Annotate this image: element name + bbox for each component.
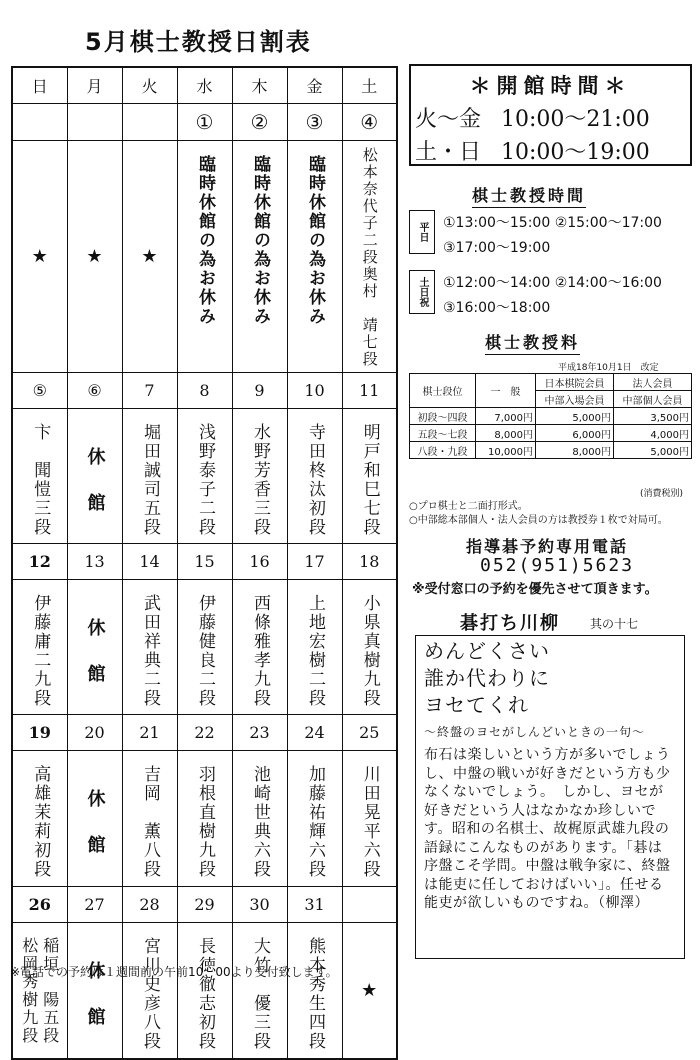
date-cell: 31 — [287, 886, 342, 922]
weekday-tue: 火 — [122, 67, 177, 103]
phone-number: 052(951)5623 — [480, 555, 635, 576]
star-mark: ★ — [67, 140, 122, 372]
date-cell: 17 — [287, 543, 342, 579]
date-cell: 19 — [12, 714, 67, 750]
date-cell: 18 — [342, 543, 397, 579]
fees-row — [410, 408, 692, 425]
senryu-title: 碁打ち川柳 — [460, 613, 560, 634]
closure-cell: 臨時休館の為お休み — [287, 140, 342, 372]
fee-member: 8,000円 — [536, 442, 614, 459]
teaching-time-title: 棋士教授時間 — [472, 183, 586, 206]
phone-note: ※受付窓口の予約を優先させて頂きます。 — [412, 582, 658, 597]
opening-hours-weekday — [415, 102, 690, 133]
date-cell: 7 — [122, 372, 177, 408]
week4-date-row — [12, 714, 397, 750]
weekday-sat: 土 — [342, 67, 397, 103]
teacher-cell: 武田祥典二段 — [122, 579, 177, 714]
teacher-cell: 卞 聞愷三段 — [12, 408, 67, 543]
poem-line-2: 誰か代わりに — [424, 666, 550, 690]
date-cell: 13 — [67, 543, 122, 579]
fees-table — [409, 373, 692, 459]
date-cell: 20 — [67, 714, 122, 750]
teacher-cell: 大竹 優三段 — [232, 922, 287, 1059]
weekday-label: 平日 — [409, 210, 435, 254]
header-nihon: 日本棋院会員 — [536, 374, 614, 391]
fees-title: 棋士教授料 — [485, 330, 580, 353]
fee-corp: 5,000円 — [614, 442, 692, 459]
week3-date-row — [12, 543, 397, 579]
senryu-subtitle: 其の十七 — [590, 617, 639, 631]
weekday-slots-line2: ③17:00～19:00 — [443, 240, 551, 256]
teacher-cell: 熊本秀生四段 — [287, 922, 342, 1059]
fee-rank: 八段・九段 — [410, 442, 476, 459]
fees-header-row — [410, 374, 692, 391]
fees-note-2: ○中部総本部個人・法人会員の方は教授券１枚で対局可。 — [409, 515, 668, 526]
date-cell — [342, 886, 397, 922]
poem-line-1: めんどくさい — [424, 639, 550, 663]
teacher-cell: 伊藤庸二九段 — [12, 579, 67, 714]
week3-teacher-row — [12, 579, 397, 714]
schedule-calendar — [11, 66, 398, 1060]
fee-corp: 3,500円 — [614, 408, 692, 425]
header-nihon-sub: 中部入場会員 — [536, 391, 614, 408]
header-corp-sub: 中部個人会員 — [614, 391, 692, 408]
teacher-cell: 明戸和巳七段 — [342, 408, 397, 543]
date-cell: 16 — [232, 543, 287, 579]
teacher-cell: 加藤祐輝六段 — [287, 750, 342, 886]
hours-time: 10:00～21:00 — [501, 107, 650, 132]
teacher-cell: 羽根直樹九段 — [177, 750, 232, 886]
teacher-cell: 池崎世典六段 — [232, 750, 287, 886]
opening-hours-weekend — [415, 135, 690, 166]
closed-cell: 休館 — [67, 579, 122, 714]
closed-cell: 休館 — [67, 750, 122, 886]
opening-hours-title: ＊開館時間＊ — [469, 74, 632, 98]
fees-note-1: ○プロ棋士と二面打形式。 — [409, 501, 528, 512]
poem-line-3: ヨセてくれ — [424, 693, 529, 717]
fee-rank: 初段～四段 — [410, 408, 476, 425]
weekday-sun: 日 — [12, 67, 67, 103]
week1-teacher-row — [12, 140, 397, 372]
date-cell: 26 — [12, 886, 67, 922]
date-cell: ⑤ — [12, 372, 67, 408]
closed-cell: 休館 — [67, 922, 122, 1059]
date-cell: ② — [232, 103, 287, 140]
weekday-mon: 月 — [67, 67, 122, 103]
date-cell: 24 — [287, 714, 342, 750]
senryu-essay: 布石は楽しいという方が多いでしょうし、中盤の戦いが好きだという方も少なくないでしょう。 しかし、ヨセが好きだという人はなかなか珍しいです。昭和の名棋士、故梶原武雄九段の語録にこんなものがあります。「碁は序盤こそ学問。中盤は戦争家に、終盤は能吏に任しておけばいい」。任せる能吏が欲しいものですね。（柳澤） — [424, 747, 671, 911]
hours-days: 火～金 — [415, 107, 482, 132]
weekday-slots-line1: ①13:00～15:00 ②15:00～17:00 — [443, 215, 662, 231]
fee-general: 8,000円 — [476, 425, 536, 442]
star-mark: ★ — [342, 922, 397, 1059]
teacher-cell: 堀田誠司五段 — [122, 408, 177, 543]
date-cell: 14 — [122, 543, 177, 579]
date-cell: 27 — [67, 886, 122, 922]
fees-row — [410, 442, 692, 459]
fee-member: 5,000円 — [536, 408, 614, 425]
week2-teacher-row — [12, 408, 397, 543]
week1-date-row — [12, 103, 397, 140]
teacher-cell: 吉岡 薫八段 — [122, 750, 177, 886]
fee-rank: 五段～七段 — [410, 425, 476, 442]
date-cell: 22 — [177, 714, 232, 750]
week5-date-row — [12, 886, 397, 922]
star-mark: ★ — [12, 140, 67, 372]
fee-corp: 4,000円 — [614, 425, 692, 442]
date-cell: ③ — [287, 103, 342, 140]
teacher-cell: 上地宏樹二段 — [287, 579, 342, 714]
date-cell: ⑥ — [67, 372, 122, 408]
teacher-cell: 小県真樹九段 — [342, 579, 397, 714]
header-corp: 法人会員 — [614, 374, 692, 391]
date-cell: 12 — [12, 543, 67, 579]
date-cell: ④ — [342, 103, 397, 140]
closure-cell: 臨時休館の為お休み — [177, 140, 232, 372]
teacher-cell: 西條雅孝九段 — [232, 579, 287, 714]
date-cell: ① — [177, 103, 232, 140]
weekday-fri: 金 — [287, 67, 342, 103]
date-cell: 21 — [122, 714, 177, 750]
tax-note: (消費税別) — [640, 489, 684, 499]
header-rank: 棋士段位 — [410, 374, 476, 408]
date-cell: 9 — [232, 372, 287, 408]
weekday-thu: 木 — [232, 67, 287, 103]
teacher-cell: 長徳徹志初段 — [177, 922, 232, 1059]
date-cell: 29 — [177, 886, 232, 922]
teacher-cell: 宮川史彦八段 — [122, 922, 177, 1059]
date-cell: 15 — [177, 543, 232, 579]
weekend-slots-line2: ③16:00～18:00 — [443, 300, 551, 316]
date-cell: 8 — [177, 372, 232, 408]
week4-teacher-row — [12, 750, 397, 886]
header-general: 一 般 — [476, 374, 536, 408]
teacher-cell: 伊藤健良二段 — [177, 579, 232, 714]
teacher-cell: 寺田柊汰初段 — [287, 408, 342, 543]
weekday-header-row — [12, 67, 397, 103]
teacher-cell: 水野芳香三段 — [232, 408, 287, 543]
hours-days: 土・日 — [415, 140, 482, 165]
fee-member: 6,000円 — [536, 425, 614, 442]
fee-general: 10,000円 — [476, 442, 536, 459]
weekend-slots-line1: ①12:00～14:00 ②14:00～16:00 — [443, 275, 662, 291]
senryu-box — [415, 635, 685, 959]
weekend-label: 土日祝 — [409, 270, 435, 314]
date-cell — [12, 103, 67, 140]
fees-revised-date: 平成18年10月1日 改定 — [558, 363, 659, 373]
poem — [424, 638, 676, 719]
date-cell: 10 — [287, 372, 342, 408]
date-cell — [67, 103, 122, 140]
hours-time: 10:00～19:00 — [501, 140, 650, 165]
date-cell — [122, 103, 177, 140]
phone-title: 指導碁予約専用電話 — [466, 537, 629, 556]
closure-cell: 臨時休館の為お休み — [232, 140, 287, 372]
week5-teacher-row — [12, 922, 397, 1059]
poem-caption: ～終盤のヨセがしんどいときの一句～ — [424, 725, 646, 739]
fees-notes — [409, 500, 668, 528]
date-cell: 11 — [342, 372, 397, 408]
closed-cell: 休館 — [67, 408, 122, 543]
fee-general: 7,000円 — [476, 408, 536, 425]
teacher-cell: 稲垣 陽五段 松岡秀樹九段 — [12, 922, 67, 1059]
week2-date-row — [12, 372, 397, 408]
teacher-cell: 松本奈代子二段奥村 靖七段 — [342, 140, 397, 372]
opening-hours-box — [409, 64, 692, 166]
page-title: 5月棋士教授日割表 — [85, 28, 312, 56]
date-cell: 25 — [342, 714, 397, 750]
reservation-footnote: ※電話での予約は１週間前の午前10：00より受付致します。 — [10, 965, 338, 979]
weekday-wed: 水 — [177, 67, 232, 103]
fees-row — [410, 425, 692, 442]
date-cell: 28 — [122, 886, 177, 922]
teacher-cell: 高雄茉莉初段 — [12, 750, 67, 886]
date-cell: 23 — [232, 714, 287, 750]
date-cell: 30 — [232, 886, 287, 922]
teacher-cell: 浅野泰子二段 — [177, 408, 232, 543]
teacher-cell: 川田晃平六段 — [342, 750, 397, 886]
star-mark: ★ — [122, 140, 177, 372]
